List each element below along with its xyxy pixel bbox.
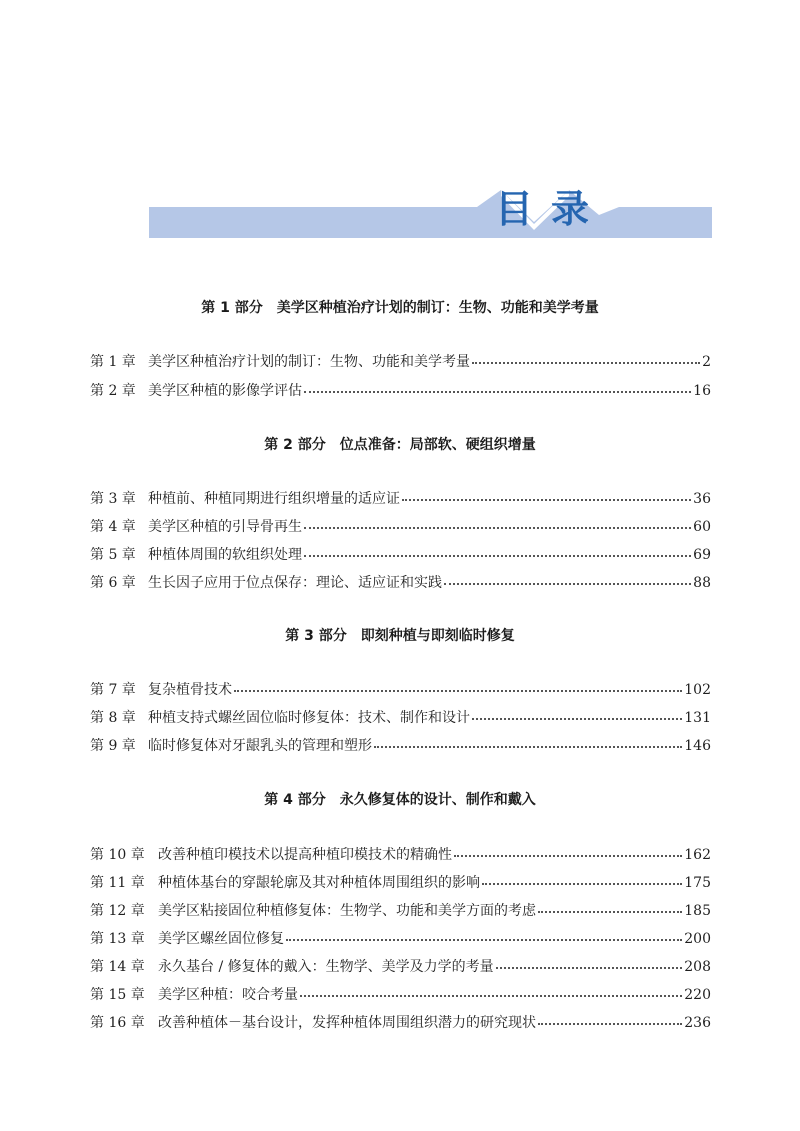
- page-number: 36: [693, 491, 711, 507]
- chapter-title: 种植前、种植同期进行组织增量的适应证: [148, 491, 400, 507]
- chapter-label: 第 1 章: [90, 354, 136, 370]
- chapter-title: 复杂植骨技术: [148, 682, 232, 698]
- page-number: 175: [684, 875, 711, 891]
- toc-entry[interactable]: [90, 955, 711, 979]
- toc-entry[interactable]: [90, 350, 711, 374]
- chapter-label: 第 16 章: [90, 1015, 145, 1031]
- chapter-title: 美学区种植治疗计划的制订：生物、功能和美学考量: [148, 354, 470, 370]
- dot-leader: [454, 845, 682, 859]
- toc-entry[interactable]: [90, 515, 711, 539]
- chapter-label: 第 5 章: [90, 547, 136, 563]
- chapter-label: 第 13 章: [90, 931, 145, 947]
- chapter-label: 第 8 章: [90, 710, 136, 726]
- chapter-title: 改善种植体－基台设计，发挥种植体周围组织潜力的研究现状: [158, 1015, 536, 1031]
- chapter-label: 第 4 章: [90, 519, 136, 535]
- dot-leader: [304, 517, 691, 531]
- toc-entry[interactable]: [90, 706, 711, 730]
- dot-leader: [482, 873, 682, 887]
- dot-leader: [234, 680, 682, 694]
- part-number: 第 3 部分: [285, 628, 347, 644]
- page-number: 131: [684, 710, 711, 726]
- chapter-title: 改善种植印模技术以提高种植印模技术的精确性: [158, 847, 452, 863]
- chapter-title: 临时修复体对牙龈乳头的管理和塑形: [148, 738, 372, 754]
- page-number: 69: [693, 547, 711, 563]
- page-number: 236: [684, 1015, 711, 1031]
- part-heading-2: [90, 435, 710, 455]
- chapter-label: 第 6 章: [90, 575, 136, 591]
- chapter-title: 种植体周围的软组织处理: [148, 547, 302, 563]
- title-char-1: 目: [495, 187, 534, 231]
- part-number: 第 1 部分: [201, 300, 263, 316]
- part-heading-1: [90, 298, 710, 318]
- part-number: 第 4 部分: [264, 792, 326, 808]
- part-heading-3: [90, 626, 710, 646]
- dot-leader: [472, 352, 700, 366]
- dot-leader: [300, 985, 682, 999]
- toc-entry[interactable]: [90, 843, 711, 867]
- page-number: 185: [684, 903, 711, 919]
- toc-entry[interactable]: [90, 899, 711, 923]
- part-title: 永久修复体的设计、制作和戴入: [339, 792, 536, 808]
- toc-entry[interactable]: [90, 871, 711, 895]
- dot-leader: [472, 708, 682, 722]
- chapter-title: 种植支持式螺丝固位临时修复体：技术、制作和设计: [148, 710, 470, 726]
- page-number: 220: [684, 987, 711, 1003]
- part-number: 第 2 部分: [264, 437, 326, 453]
- chapter-label: 第 9 章: [90, 738, 136, 754]
- part-title: 即刻种植与即刻临时修复: [360, 628, 515, 644]
- toc-entry[interactable]: [90, 571, 711, 595]
- toc-entry[interactable]: [90, 379, 711, 403]
- title-char-2: 录: [551, 187, 590, 231]
- page-number: 162: [684, 847, 711, 863]
- page-number: 102: [684, 682, 711, 698]
- chapter-title: 永久基台 / 修复体的戴入：生物学、美学及力学的考量: [158, 959, 494, 975]
- dot-leader: [496, 957, 683, 971]
- dot-leader: [444, 573, 691, 587]
- page-number: 146: [684, 738, 711, 754]
- chapter-title: 种植体基台的穿龈轮廓及其对种植体周围组织的影响: [158, 875, 480, 891]
- page-number: 60: [693, 519, 711, 535]
- chapter-label: 第 10 章: [90, 847, 145, 863]
- chapter-title: 美学区种植的引导骨再生: [148, 519, 302, 535]
- chapter-label: 第 14 章: [90, 959, 145, 975]
- chapter-label: 第 15 章: [90, 987, 145, 1003]
- chapter-label: 第 2 章: [90, 383, 136, 399]
- dot-leader: [538, 901, 682, 915]
- page-number: 16: [693, 383, 711, 399]
- page-number: 200: [684, 931, 711, 947]
- toc-entry[interactable]: [90, 543, 711, 567]
- chapter-title: 美学区种植：咬合考量: [158, 987, 298, 1003]
- chapter-title: 美学区螺丝固位修复: [158, 931, 284, 947]
- page-number: 208: [684, 959, 711, 975]
- dot-leader: [304, 381, 691, 395]
- toc-entry[interactable]: [90, 678, 711, 702]
- toc-entry[interactable]: [90, 487, 711, 511]
- dot-leader: [402, 489, 691, 503]
- toc-entry[interactable]: [90, 927, 711, 951]
- page-title: [149, 187, 712, 240]
- chapter-label: 第 12 章: [90, 903, 145, 919]
- toc-entry[interactable]: [90, 734, 711, 758]
- toc-title-banner: [149, 187, 712, 240]
- part-title: 美学区种植治疗计划的制订：生物、功能和美学考量: [276, 300, 599, 316]
- part-heading-4: [90, 790, 710, 810]
- dot-leader: [304, 545, 691, 559]
- chapter-title: 美学区粘接固位种植修复体：生物学、功能和美学方面的考虑: [158, 903, 536, 919]
- chapter-label: 第 11 章: [90, 875, 145, 891]
- dot-leader: [538, 1013, 682, 1027]
- toc-entry[interactable]: [90, 1011, 711, 1035]
- dot-leader: [286, 929, 682, 943]
- chapter-label: 第 7 章: [90, 682, 136, 698]
- toc-entry[interactable]: [90, 983, 711, 1007]
- page-number: 2: [702, 354, 711, 370]
- part-title: 位点准备：局部软、硬组织增量: [339, 437, 536, 453]
- dot-leader: [374, 736, 682, 750]
- chapter-title: 美学区种植的影像学评估: [148, 383, 302, 399]
- chapter-title: 生长因子应用于位点保存：理论、适应证和实践: [148, 575, 442, 591]
- chapter-label: 第 3 章: [90, 491, 136, 507]
- page-number: 88: [693, 575, 711, 591]
